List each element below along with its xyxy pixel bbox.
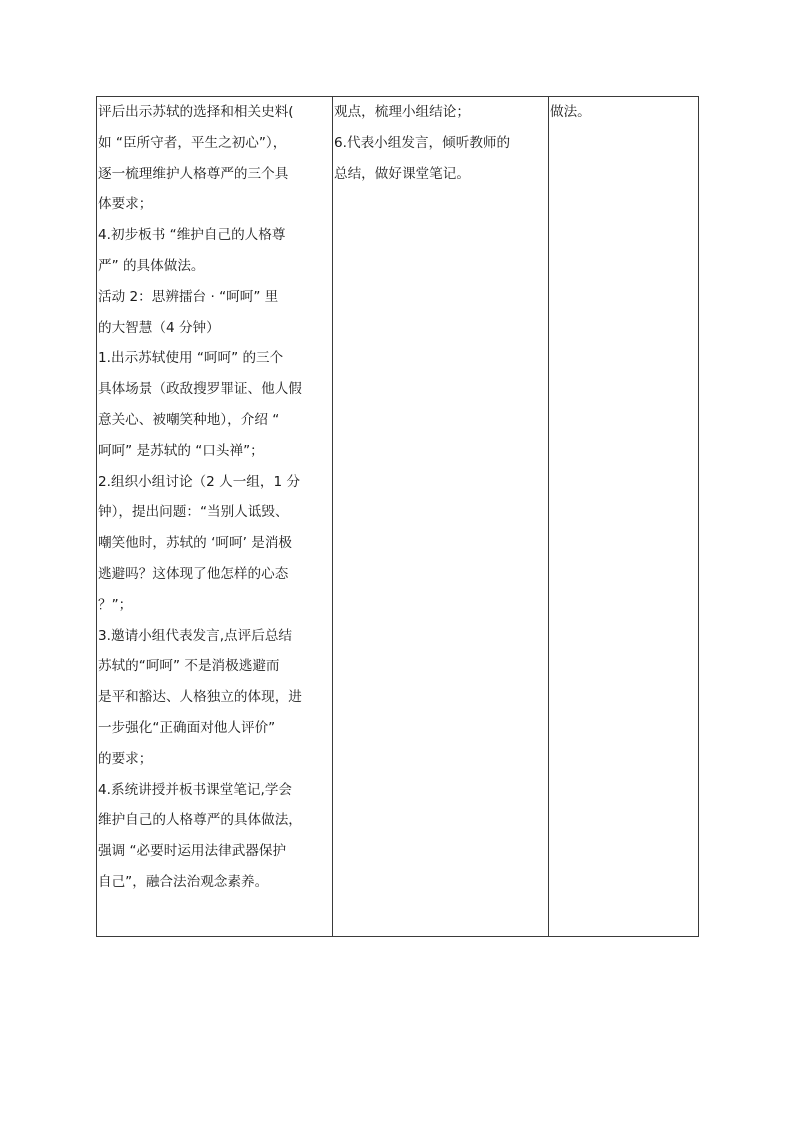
intent-text-line: 做法。 [550,104,591,120]
teacher-text-line: 一步强化“正确面对他人评价” [98,719,276,736]
student-activity-cell [333,97,549,937]
teacher-text-line: 2.组织小组讨论（2 人一组，1 分 [98,473,301,490]
teacher-text-line: 具体场景（政敌搜罗罪证、他人假 [98,381,302,398]
teacher-text-line: 自己”，融合法治观念素养。 [98,873,269,890]
teacher-text-line: 4.系统讲授并板书课堂笔记,学会 [98,781,293,798]
teacher-text-line: 苏轼的“呵呵” 不是消极逃避而 [98,658,280,675]
teacher-text-line: 意关心、被嘲笑种地），介绍 “ [98,411,280,428]
student-text-line: 观点，梳理小组结论； [334,104,470,120]
teacher-text-line: 1.出示苏轼使用 “呵呵” 的三个 [98,350,284,367]
teacher-text-line: 活动 2：思辨擂台 · “呵呵” 里 [98,288,279,305]
lesson-plan-table [96,96,699,937]
teacher-text-line: 呵呵” 是苏轼的 “口头禅”； [98,442,264,459]
teacher-activity-cell [97,97,333,937]
teacher-text-line: 是平和豁达、人格独立的体现，进 [98,689,302,706]
design-intent-cell [549,97,699,937]
teacher-text-line: 嘲笑他时，苏轼的 ‘呵呵’ 是消极 [98,535,293,552]
teacher-text-line: 逃避吗？这体现了他怎样的心态 [98,565,289,582]
teacher-text-line: 3.邀请小组代表发言,点评后总结 [98,627,293,644]
teacher-text-line: 4.初步板书 “维护自己的人格尊 [98,227,286,244]
teacher-text-line: 强调 “必要时运用法律武器保护 [98,843,287,860]
teacher-text-line: 的大智慧（4 分钟） [98,319,220,336]
student-text-line: 总结，做好课堂笔记。 [334,165,470,182]
teacher-text-line: 如 “臣所守者，平生之初心”）， [98,134,287,151]
student-text-line: 6.代表小组发言，倾听教师的 [334,134,511,151]
teacher-text-line: 的要求； [98,750,153,767]
teacher-text-line: 严” 的具体做法。 [98,257,205,274]
teacher-text-line: 维护自己的人格尊严的具体做法， [98,812,302,829]
table-row [97,97,699,937]
teacher-text-line: 钟），提出问题：“当别人诋毁、 [98,504,289,521]
teacher-text-line: 评后出示苏轼的选择和相关史料( [98,104,294,120]
teacher-text-line: 逐一梳理维护人格尊严的三个具 [98,165,289,182]
teacher-text-line: ？”； [98,596,133,613]
teacher-text-line: 体要求； [98,196,153,213]
